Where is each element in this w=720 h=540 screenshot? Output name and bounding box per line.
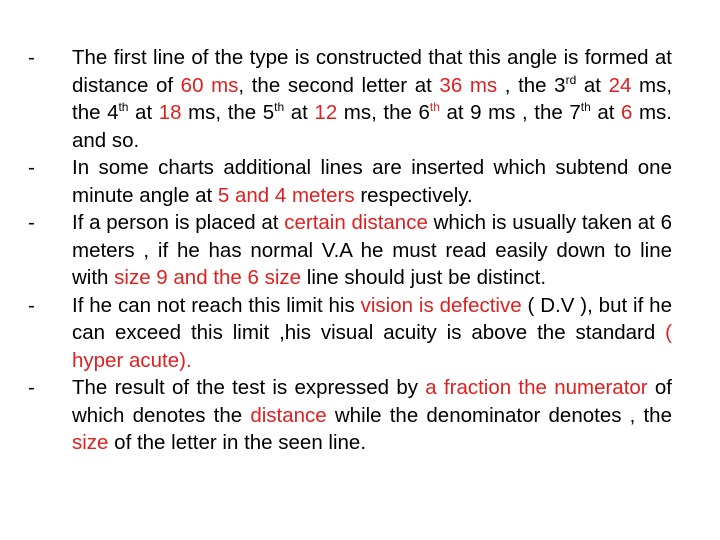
highlight-text: a fraction the numerator xyxy=(425,376,648,399)
bullet-item-sizes xyxy=(28,44,672,154)
bullet-text: respectively. xyxy=(354,183,473,207)
bullet-text: ms. and so. xyxy=(72,101,672,152)
bullet-text: at xyxy=(576,73,609,97)
ordinal-suffix: rd xyxy=(565,72,577,87)
bullet-dash: - xyxy=(28,211,35,234)
highlight-text: size 9 and the 6 size xyxy=(114,266,302,289)
bullet-text: The result of the test is expressed by xyxy=(72,376,426,399)
highlight-text: ( hyper acute). xyxy=(72,321,672,372)
bullet-dash: - xyxy=(28,46,35,69)
bullet-text: ms, the 6 xyxy=(337,101,430,124)
bullet-dash: - xyxy=(28,293,35,317)
highlight-text: size xyxy=(72,431,109,454)
bullet-text: at 9 ms , the 7 xyxy=(439,101,581,124)
bullet-text: ms, the 4 xyxy=(72,73,673,124)
bullet-item-result xyxy=(28,374,672,457)
bullet-text: of which denotes the xyxy=(72,376,672,427)
bullet-text: The first line of the type is constructed that this angle is formed at distance of xyxy=(72,46,672,97)
highlight-text: 12 xyxy=(314,101,338,124)
bullet-text: , the 3 xyxy=(497,73,566,97)
bullet-text: of the letter in the seen line. xyxy=(108,431,367,454)
bullet-text: line should just be distinct. xyxy=(301,266,547,289)
ordinal-suffix: th xyxy=(429,100,440,115)
bullet-text: at xyxy=(128,101,159,124)
bullet-item-additional-lines xyxy=(28,154,672,209)
highlight-text: 18 xyxy=(158,101,182,124)
ordinal-suffix: th xyxy=(274,100,285,115)
bullet-dash: - xyxy=(28,376,35,399)
bullet-item-limit xyxy=(28,292,672,375)
highlight-text: 60 ms xyxy=(180,73,239,97)
bullet-text: ms, the 5 xyxy=(181,101,275,124)
highlight-text: distance xyxy=(250,403,327,427)
ordinal-suffix: th xyxy=(118,100,129,115)
highlight-text: vision is defective xyxy=(360,293,522,317)
highlight-text: 5 and 4 meters xyxy=(217,183,355,207)
highlight-text: certain distance xyxy=(284,211,428,234)
highlight-text: 36 ms xyxy=(439,73,498,97)
bullet-text: If a person is placed at xyxy=(72,211,285,234)
highlight-text: 24 xyxy=(608,73,632,97)
bullet-text: ( D.V ), but if he can exceed this limit ,his visual acuity is above the standard xyxy=(72,293,672,344)
bullet-text: at xyxy=(284,101,315,124)
bullet-text: while the denominator denotes , the xyxy=(326,403,672,427)
ordinal-suffix: th xyxy=(580,100,591,115)
bullet-text: In some charts additional lines are inserted which subtend one minute angle at xyxy=(72,156,672,207)
bullet-text: which is usually taken at 6 meters , if he has normal V.A he must read easily down to line with xyxy=(72,211,672,289)
bullet-list xyxy=(28,44,672,457)
bullet-text: , the second letter at xyxy=(238,73,440,97)
bullet-item-distance xyxy=(28,209,672,292)
bullet-text: If he can not reach this limit his xyxy=(72,293,361,317)
bullet-text: at xyxy=(590,101,621,124)
bullet-dash: - xyxy=(28,156,35,179)
highlight-text: 6 xyxy=(620,101,633,124)
